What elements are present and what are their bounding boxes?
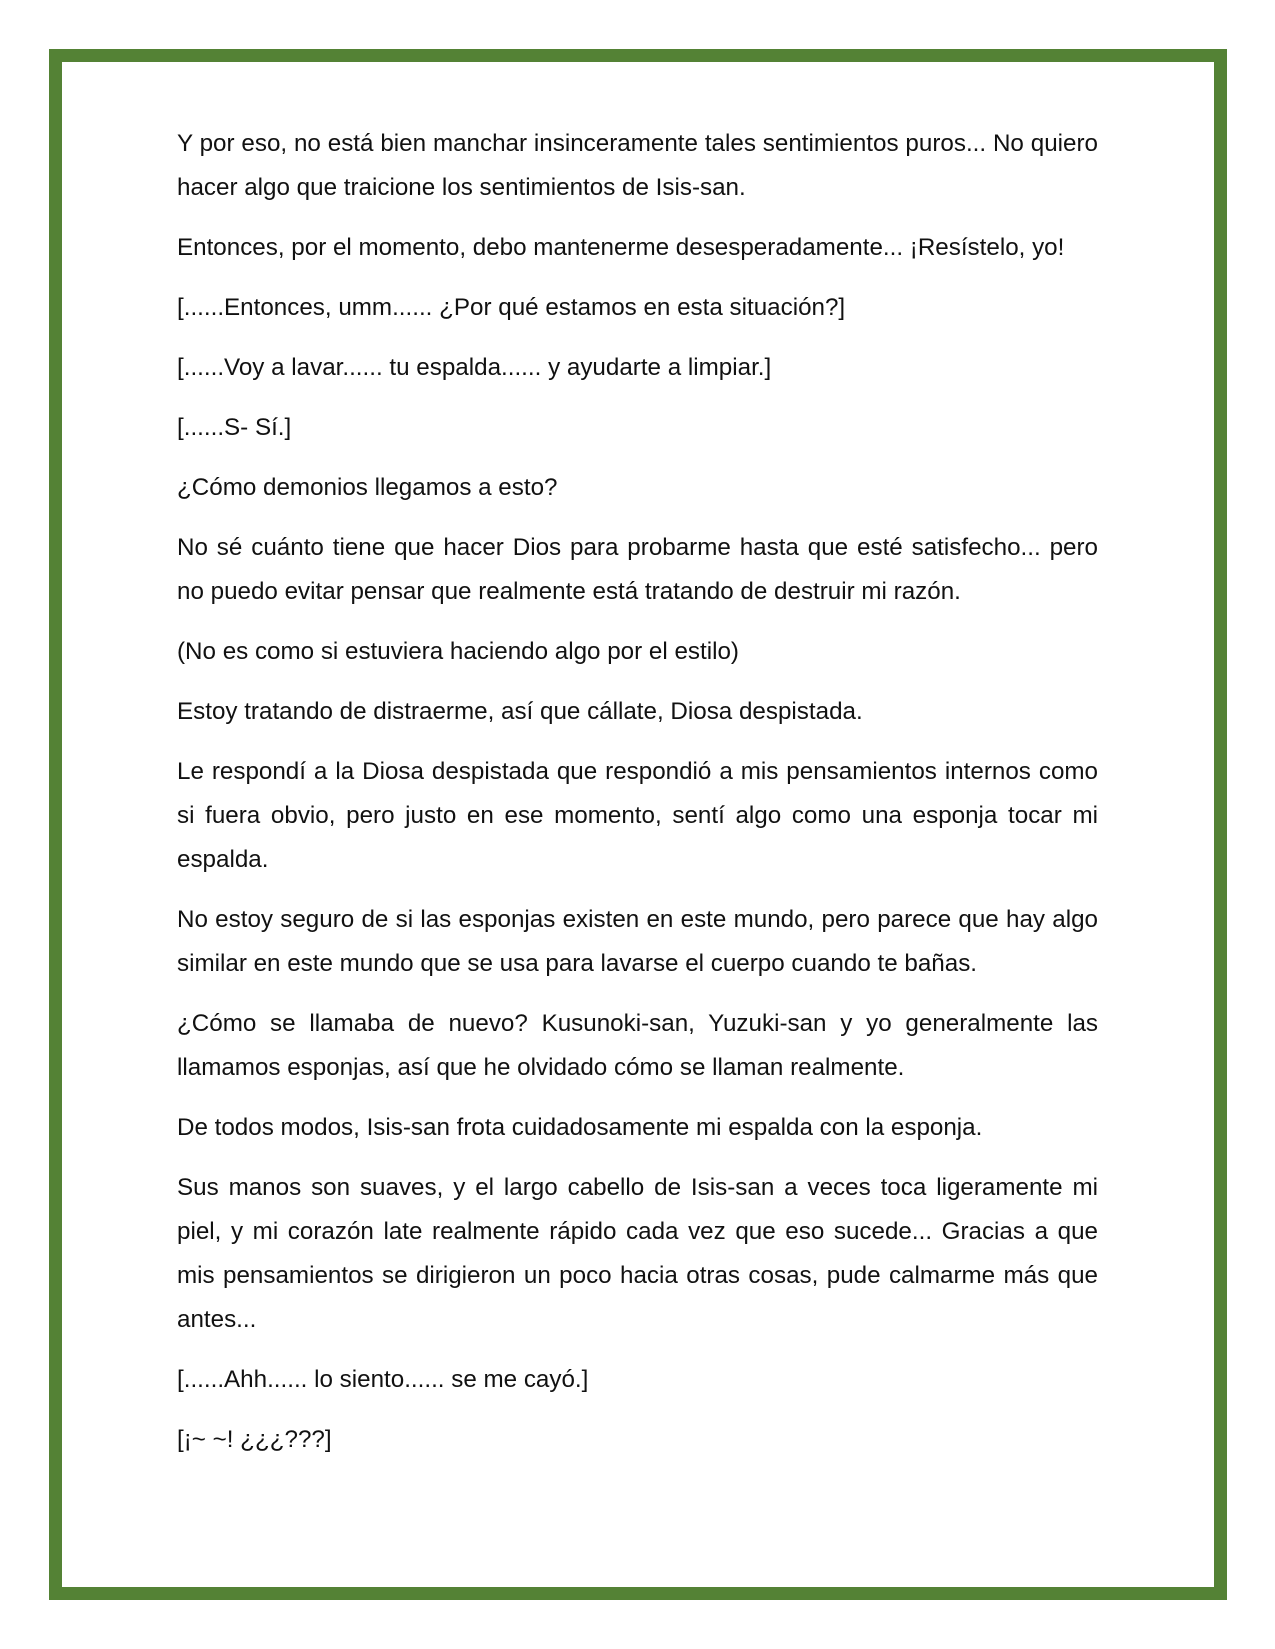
paragraph: ¿Cómo demonios llegamos a esto?: [177, 474, 558, 501]
paragraph: Estoy tratando de distraerme, así que cállate, Diosa despistada.: [177, 698, 863, 725]
dialogue-line: [......Ahh...... lo siento...... se me cayó.]: [177, 1366, 589, 1393]
dialogue-line: [¡~ ~! ¿¿¿???]: [177, 1426, 332, 1453]
document-body: [177, 122, 1098, 1478]
paragraph: No sé cuánto tiene que hacer Dios para probarme hasta que esté satisfecho... pero no puedo evitar pensar que realmente está tratando de destruir mi razón.: [177, 534, 1098, 605]
dialogue-line: [......Voy a lavar...... tu espalda...... y ayudarte a limpiar.]: [177, 354, 772, 381]
paragraph: Sus manos son suaves, y el largo cabello de Isis-san a veces toca ligeramente mi piel, y mi corazón late realmente rápido cada vez que eso sucede... Gracias a que mis pensamientos se dirigieron un poco hacia otras cosas, pude calmarme más que antes...: [177, 1174, 1098, 1333]
paragraph: No estoy seguro de si las esponjas existen en este mundo, pero parece que hay algo similar en este mundo que se usa para lavarse el cuerpo cuando te bañas.: [177, 906, 1098, 977]
dialogue-line: [......S- Sí.]: [177, 414, 292, 441]
aside-line: (No es como si estuviera haciendo algo por el estilo): [177, 638, 739, 665]
paragraph: ¿Cómo se llamaba de nuevo? Kusunoki-san, Yuzuki-san y yo generalmente las llamamos esponjas, así que he olvidado cómo se llaman realmente.: [177, 1010, 1098, 1081]
paragraph: Y por eso, no está bien manchar insinceramente tales sentimientos puros... No quiero hacer algo que traicione los sentimientos de Isis-san.: [177, 130, 1098, 201]
paragraph: Le respondí a la Diosa despistada que respondió a mis pensamientos internos como si fuera obvio, pero justo en ese momento, sentí algo como una esponja tocar mi espalda.: [177, 758, 1098, 873]
paragraph: De todos modos, Isis-san frota cuidadosamente mi espalda con la esponja.: [177, 1114, 983, 1141]
dialogue-line: [......Entonces, umm...... ¿Por qué estamos en esta situación?]: [177, 294, 846, 321]
paragraph: Entonces, por el momento, debo mantenerme desesperadamente... ¡Resístelo, yo!: [177, 234, 1065, 261]
